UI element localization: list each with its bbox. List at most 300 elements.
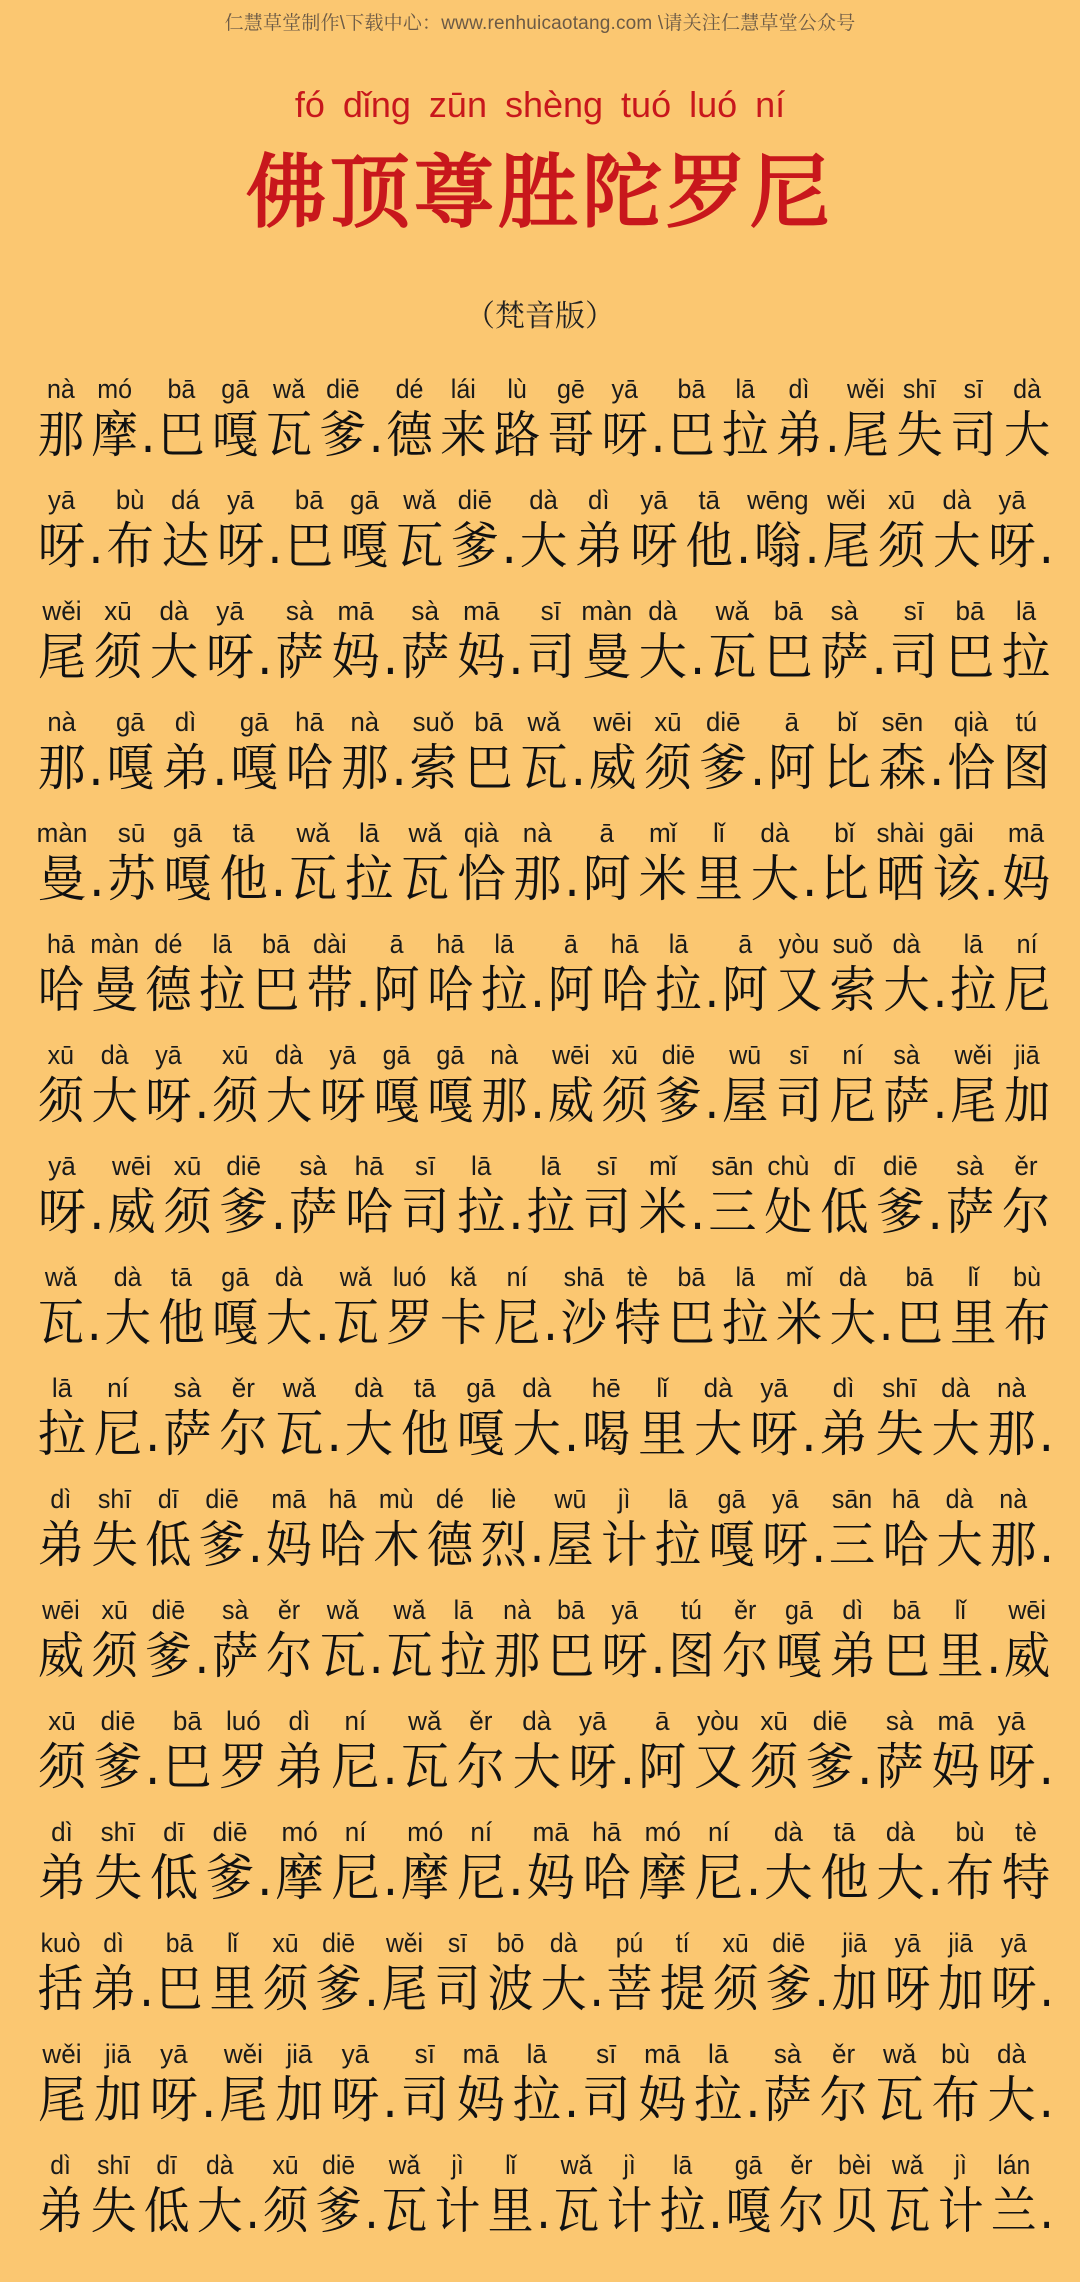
syllable [208, 1261, 262, 1353]
syllable-pinyin: lǐ [967, 1262, 979, 1292]
syllable-pinyin: gā [221, 374, 250, 404]
syllable-pinyin: wǎ [272, 374, 305, 404]
syllable [88, 928, 142, 1020]
syllable-pinyin: ěr [734, 1595, 757, 1625]
syllable [550, 2149, 603, 2241]
syllable-character: 那 [37, 406, 85, 464]
syllable [825, 1483, 879, 1575]
syllable-character: 爹 [765, 1960, 812, 2018]
page-header-credit: 仁慧草堂制作\下载中心：www.renhuicaotang.com \请关注仁慧草堂公众号 [224, 13, 856, 34]
syllable-pinyin: sà [830, 596, 859, 626]
syllable-character: 司 [582, 2071, 631, 2129]
separator-dot-glyph: . [267, 517, 283, 575]
separator-dot [565, 2038, 579, 2130]
syllable-character: 司 [775, 1072, 823, 1130]
syllable-pinyin: mù [378, 1484, 414, 1514]
syllable-character: 计 [434, 2182, 481, 2240]
syllable [872, 1816, 928, 1908]
syllable-character: 三 [828, 1516, 876, 1574]
syllable-pinyin: sī [540, 596, 561, 626]
syllable [90, 595, 146, 687]
syllable-character: 呀 [601, 406, 648, 464]
syllable [383, 373, 437, 465]
syllable [88, 373, 142, 465]
syllable-pinyin: dì [288, 1706, 311, 1736]
syllable-character: 爹 [205, 1849, 255, 1907]
syllable [202, 1816, 258, 1908]
syllable-pinyin: sī [963, 374, 984, 404]
syllable-character: 大 [694, 1405, 743, 1463]
syllable-pinyin: shī [902, 374, 937, 404]
syllable-character: 尔 [819, 2071, 868, 2129]
mantra-line [34, 2130, 1054, 2241]
syllable-pinyin: dà [997, 2039, 1027, 2069]
syllable-pinyin: dī [157, 1484, 179, 1514]
syllable-pinyin: dà [522, 1373, 552, 1403]
syllable [816, 1150, 872, 1242]
syllable-character: 米 [638, 1183, 687, 1241]
syllable [155, 1261, 209, 1353]
mantra-line [34, 1353, 1054, 1464]
syllable [490, 373, 544, 465]
syllable-pinyin: hā [610, 929, 639, 959]
syllable-character: 大 [344, 1405, 393, 1463]
syllable [159, 1372, 215, 1464]
separator-dot [826, 373, 839, 465]
syllable-pinyin: wǎ [891, 2150, 924, 2180]
syllable-pinyin: wēi [1008, 1595, 1046, 1625]
syllable-pinyin: bā [474, 707, 504, 737]
syllable-character: 加 [1003, 1072, 1051, 1130]
syllable [839, 373, 893, 465]
syllable-pinyin: mā [463, 596, 500, 626]
syllable-pinyin: diē [205, 1484, 239, 1514]
syllable [893, 373, 947, 465]
mantra-line [34, 687, 1051, 798]
syllable-character: 尾 [381, 1960, 428, 2018]
syllable-pinyin: dà [941, 1373, 971, 1403]
syllable-pinyin: diē [100, 1706, 136, 1736]
syllable-character: 嗡 [754, 517, 802, 575]
separator-dot-glyph: . [530, 1072, 545, 1130]
syllable-character: 大 [638, 628, 687, 686]
syllable-pinyin: yā [160, 2039, 188, 2069]
syllable-character: 德 [386, 406, 433, 464]
separator-dot [365, 2149, 378, 2241]
syllable [262, 373, 316, 465]
syllable-pinyin: lā [212, 929, 232, 959]
syllable-pinyin: jiā [948, 1928, 974, 1958]
syllable-character: 摩 [275, 1849, 324, 1907]
syllable-pinyin: wǎ [282, 1373, 317, 1403]
syllable-character: 司 [401, 1183, 450, 1241]
syllable-character: 低 [820, 1183, 869, 1241]
syllable [984, 2038, 1040, 2130]
separator-dot-glyph: . [508, 628, 524, 686]
syllable-character: 呀 [884, 1960, 931, 2018]
syllable [103, 706, 158, 798]
syllable [249, 928, 303, 1020]
syllable-pinyin: gā [436, 1040, 465, 1070]
syllable-character: 嘎 [708, 1516, 755, 1574]
syllable-character: 里 [950, 1294, 997, 1352]
syllable [934, 1927, 987, 2019]
syllable-character: 波 [487, 1960, 534, 2018]
syllable-character: 处 [764, 1183, 813, 1241]
syllable-pinyin: nà [999, 1484, 1028, 1514]
syllable-pinyin: mā [337, 596, 374, 626]
syllable [34, 2149, 87, 2241]
syllable-pinyin: luó [226, 1706, 261, 1736]
syllable-pinyin: bā [294, 485, 324, 515]
syllable [635, 595, 691, 687]
mantra-line [34, 1575, 1051, 1686]
syllable-pinyin: yā [1000, 1928, 1027, 1958]
syllable [193, 2149, 246, 2241]
syllable [928, 2038, 984, 2130]
syllable-character: 路 [493, 406, 541, 464]
syllable-character: 来 [440, 406, 487, 464]
syllable-pinyin: lā [526, 2039, 547, 2069]
syllable [816, 1372, 872, 1464]
syllable-pinyin: xū [722, 1928, 749, 1958]
separator-dot [751, 706, 764, 798]
syllable-pinyin: hā [328, 1484, 357, 1514]
separator-dot [572, 706, 585, 798]
syllable-pinyin: dà [529, 485, 558, 515]
syllable-pinyin: jiā [842, 1928, 867, 1958]
syllable-pinyin: lā [708, 2039, 729, 2069]
syllable-character: 巴 [158, 406, 205, 464]
syllable-pinyin: shī [100, 1817, 136, 1847]
syllable-pinyin: ěr [469, 1706, 493, 1736]
syllable [397, 1705, 453, 1797]
syllable [598, 928, 652, 1020]
syllable-character: 呀 [762, 1516, 809, 1574]
syllable-pinyin: diē [883, 1151, 918, 1181]
syllable-pinyin: dé [154, 929, 183, 959]
syllable [691, 817, 747, 909]
syllable-pinyin: màn [36, 818, 88, 848]
syllable [880, 1594, 934, 1686]
syllable-character: 瓦 [395, 517, 444, 575]
separator-dot-glyph: . [804, 517, 820, 575]
syllable-pinyin: lǐ [713, 818, 725, 848]
separator-dot [509, 1816, 523, 1908]
syllable-character: 布 [106, 517, 154, 575]
syllable-character: 罗 [386, 1294, 433, 1352]
syllable [153, 1927, 206, 2019]
syllable-pinyin: sà [173, 1373, 202, 1403]
syllable-pinyin: tā [232, 818, 255, 848]
syllable-character: 苏 [107, 850, 156, 908]
syllable [431, 1927, 484, 2019]
separator-dot-glyph: . [1039, 1960, 1054, 2018]
syllable-character: 萨 [163, 1405, 212, 1463]
syllable [262, 1261, 316, 1353]
syllable-pinyin: qià [953, 707, 989, 737]
syllable [215, 1372, 271, 1464]
syllable [946, 928, 1000, 1020]
syllable-character: 失 [90, 2182, 137, 2240]
syllable [423, 928, 477, 1020]
separator-dot [316, 1261, 329, 1353]
separator-dot [803, 817, 817, 909]
separator-dot [327, 1372, 341, 1464]
syllable-pinyin: shī [97, 2150, 131, 2180]
separator-dot-glyph: . [88, 517, 104, 575]
syllable-pinyin: hā [46, 929, 75, 959]
syllable [509, 1372, 565, 1464]
syllable-character: 大 [149, 628, 199, 686]
syllable [206, 1927, 259, 2019]
syllable [282, 706, 337, 798]
syllable [477, 1039, 531, 1131]
separator-dot [544, 1261, 557, 1353]
syllable [772, 1039, 826, 1131]
syllable-character: 嘎 [456, 1405, 505, 1463]
syllable-pinyin: wěi [954, 1040, 993, 1070]
syllable-character: 尾 [37, 628, 87, 686]
separator-dot [246, 2149, 259, 2241]
syllable [160, 1150, 216, 1242]
syllable-character: 哈 [285, 739, 334, 797]
syllable-character: 尼 [1003, 961, 1051, 1019]
syllable-character: 计 [600, 1516, 648, 1574]
syllable-pinyin: diē [457, 485, 493, 515]
syllable-character: 弟 [775, 406, 823, 464]
syllable-pinyin: dī [833, 1151, 856, 1181]
syllable [987, 1927, 1040, 2019]
syllable-character: 拉 [654, 1516, 702, 1574]
separator-dot [1040, 1372, 1054, 1464]
syllable [509, 817, 565, 909]
syllable-character: 爹 [315, 1960, 362, 2018]
syllable-pinyin: mó [407, 1817, 444, 1847]
separator-dot-glyph: . [145, 1405, 161, 1463]
syllable [516, 484, 571, 576]
syllable-character: 比 [823, 739, 871, 797]
syllable-character: 加 [937, 1960, 984, 2018]
syllable-pinyin: sī [596, 2039, 617, 2069]
syllable [215, 1705, 271, 1797]
syllable-character: 呀 [750, 1405, 799, 1463]
syllable-pinyin: gā [382, 1040, 411, 1070]
syllable-character: 他 [219, 850, 268, 908]
syllable [285, 817, 341, 909]
syllable-character: 布 [1003, 1294, 1051, 1352]
syllable-character: 瓦 [553, 2182, 600, 2240]
syllable-pinyin: bā [892, 1595, 921, 1625]
syllable-pinyin: ěr [790, 2150, 813, 2180]
separator-dot-glyph: . [1038, 1738, 1054, 1796]
syllable-pinyin: xū [47, 1040, 75, 1070]
syllable-character: 大 [750, 850, 799, 908]
syllable-character: 须 [212, 1072, 259, 1130]
syllable-pinyin: wǎ [408, 1706, 442, 1736]
syllable-character: 那 [987, 1405, 1036, 1463]
syllable [929, 484, 984, 576]
syllable [34, 373, 88, 465]
syllable-character: 大 [540, 1960, 587, 2018]
mantra-line [34, 1797, 1051, 1908]
syllable [316, 1483, 370, 1575]
separator-dot-glyph: . [270, 850, 287, 908]
separator-dot-glyph: . [88, 739, 104, 797]
syllable-pinyin: mǐ [785, 1262, 813, 1292]
syllable [722, 2149, 775, 2241]
syllable-character: 爹 [876, 1183, 925, 1241]
syllable-pinyin: nà [490, 1040, 519, 1070]
syllable-pinyin: dà [838, 1262, 867, 1292]
separator-dot-glyph: . [932, 961, 948, 1019]
syllable-character: 巴 [764, 628, 813, 686]
syllable [718, 1594, 772, 1686]
syllable [946, 1039, 1000, 1131]
syllable-character: 森 [878, 739, 927, 797]
syllable [1000, 1261, 1054, 1353]
syllable-pinyin: mǐ [649, 818, 677, 848]
separator-dot-glyph: . [689, 1183, 706, 1241]
separator-dot-glyph: . [878, 1294, 894, 1352]
syllable-character: 索 [409, 739, 458, 797]
syllable [880, 1039, 934, 1131]
syllable-character: 达 [161, 517, 210, 575]
syllable-pinyin: yā [611, 1595, 638, 1625]
syllable [341, 1372, 397, 1464]
syllable-pinyin: dì [51, 1817, 73, 1847]
syllable [90, 1816, 146, 1908]
syllable-pinyin: yā [640, 485, 668, 515]
separator-dot-glyph: . [326, 1405, 342, 1463]
syllable [312, 1927, 365, 2019]
separator-dot [90, 1150, 104, 1242]
syllable-character: 瓦 [520, 739, 568, 797]
separator-dot-glyph: . [364, 2182, 379, 2240]
syllable [872, 1372, 928, 1464]
syllable-character: 嘎 [163, 850, 212, 908]
separator-dot-glyph: . [257, 1849, 273, 1907]
syllable-pinyin: dà [885, 1817, 915, 1847]
syllable-character: 拉 [659, 2182, 706, 2240]
separator-dot-glyph: . [145, 1738, 161, 1796]
separator-dot-glyph: . [364, 1960, 379, 2018]
mantra-line [34, 909, 1051, 1020]
syllable-character: 他 [158, 1294, 205, 1352]
syllable [881, 2149, 934, 2241]
syllable [271, 2038, 327, 2130]
syllable-pinyin: sēn [881, 707, 924, 737]
syllable-pinyin: dà [942, 485, 972, 515]
syllable [383, 1594, 437, 1686]
separator-dot-glyph: . [749, 739, 766, 797]
syllable-character: 尔 [456, 1738, 505, 1796]
syllable-character: 摩 [401, 1849, 450, 1907]
syllable-character: 呀 [601, 1627, 648, 1685]
syllable-pinyin: yā [329, 1040, 357, 1070]
syllable-pinyin: lā [735, 374, 755, 404]
syllable-character: 弟 [90, 1960, 137, 2018]
syllable-pinyin: bā [167, 374, 196, 404]
syllable [998, 595, 1054, 687]
separator-dot [1040, 1483, 1053, 1575]
syllable [611, 1261, 665, 1353]
separator-dot-glyph: . [355, 961, 371, 1019]
syllable-character: 尾 [950, 1072, 997, 1130]
separator-dot-glyph: . [89, 1183, 105, 1241]
syllable [327, 2038, 383, 2130]
syllable-character: 弟 [37, 1849, 87, 1907]
syllable-character: 瓦 [332, 1294, 379, 1352]
syllable [764, 706, 819, 798]
separator-dot [384, 595, 398, 687]
syllable [578, 2038, 634, 2130]
syllable [453, 817, 509, 909]
syllable-character: 威 [588, 739, 637, 797]
syllable-pinyin: dì [842, 1595, 864, 1625]
syllable [516, 706, 571, 798]
syllable-character: 屋 [722, 1072, 769, 1130]
syllable-character: 巴 [945, 628, 995, 686]
syllable-pinyin: sà [956, 1151, 984, 1181]
syllable-pinyin: dà [159, 596, 189, 626]
separator-dot-glyph: . [1038, 1405, 1054, 1463]
syllable-pinyin: bā [773, 596, 803, 626]
syllable [453, 1150, 509, 1242]
syllable-pinyin: lā [1015, 596, 1037, 626]
syllable-pinyin: wēi [42, 1595, 80, 1625]
syllable-character: 须 [37, 1072, 85, 1130]
syllable-pinyin: mó [281, 1817, 318, 1847]
syllable [34, 1927, 87, 2019]
syllable [603, 2149, 656, 2241]
syllable-pinyin: bā [677, 1262, 706, 1292]
syllable [598, 1594, 652, 1686]
syllable-character: 嘎 [725, 2182, 772, 2240]
syllable-pinyin: diē [212, 1817, 248, 1847]
syllable-character: 呀 [205, 628, 255, 686]
syllable-character: 嘎 [427, 1072, 474, 1130]
syllable [34, 1705, 90, 1797]
syllable-pinyin: wěi [42, 2039, 82, 2069]
syllable-pinyin: xū [654, 707, 682, 737]
syllable [816, 2038, 872, 2130]
syllable [802, 1705, 858, 1797]
syllable-pinyin: xū [104, 596, 132, 626]
syllable-character: 哈 [345, 1183, 394, 1241]
separator-dot [858, 1705, 872, 1797]
syllable-pinyin: wǎ [388, 2150, 421, 2180]
syllable [760, 1150, 816, 1242]
syllable-character: 拉 [694, 2071, 743, 2129]
syllable-character: 卡 [440, 1294, 487, 1352]
syllable [1000, 1594, 1054, 1686]
separator-dot [384, 1816, 398, 1908]
separator-dot-glyph: . [529, 1516, 545, 1574]
syllable [272, 595, 328, 687]
syllable-character: 该 [932, 850, 981, 908]
separator-dot-glyph: . [871, 628, 887, 686]
syllable-character: 哈 [882, 1516, 929, 1574]
syllable-character: 他 [820, 1849, 869, 1907]
syllable-character: 妈 [331, 628, 380, 686]
syllable-character: 布 [931, 2071, 980, 2129]
syllable [523, 595, 579, 687]
syllable [772, 1594, 826, 1686]
separator-dot-glyph: . [745, 1849, 762, 1907]
syllable [1000, 928, 1054, 1020]
syllable [772, 1261, 826, 1353]
